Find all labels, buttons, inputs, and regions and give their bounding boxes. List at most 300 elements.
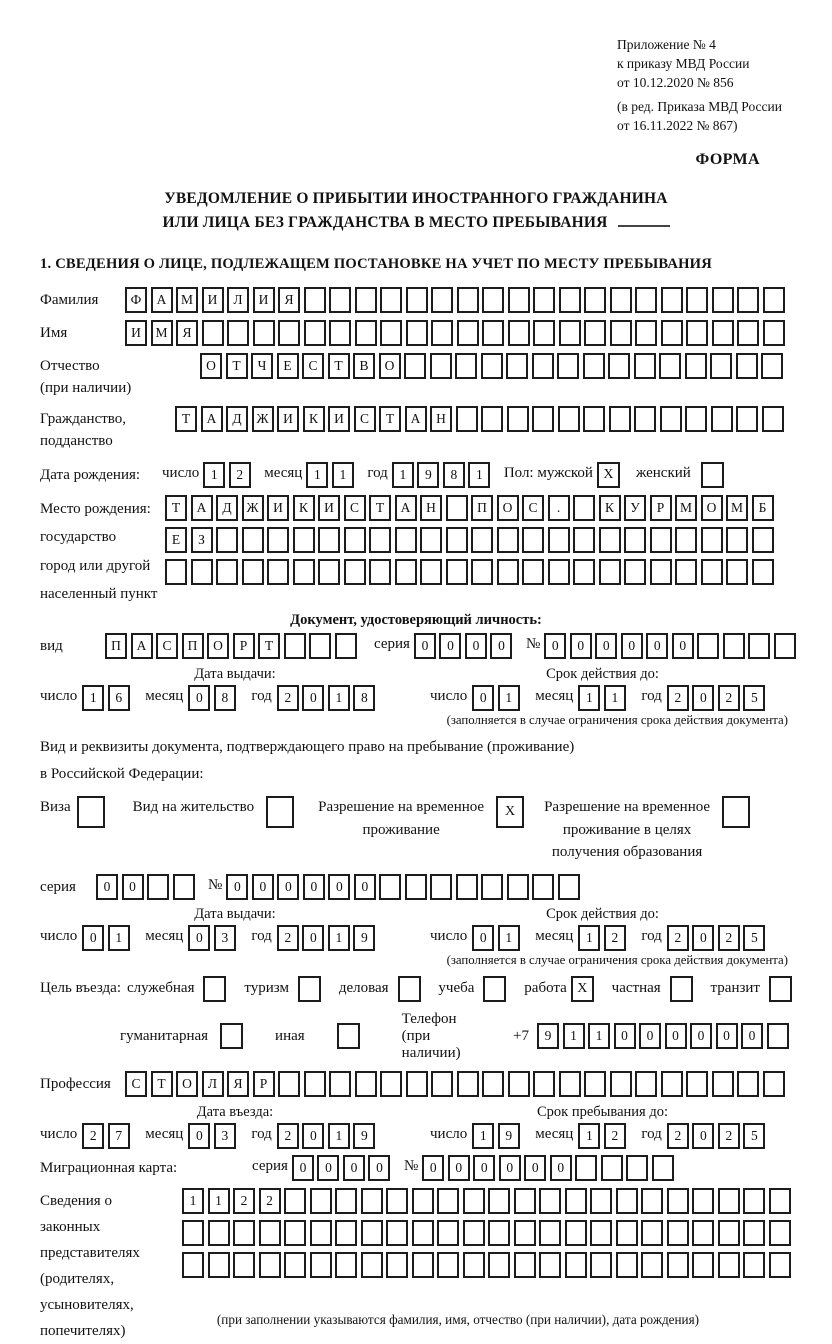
- char-cell[interactable]: 0: [252, 874, 274, 900]
- birth-month-input[interactable]: [306, 462, 357, 488]
- char-cell[interactable]: [482, 287, 504, 313]
- char-cell[interactable]: 0: [448, 1155, 470, 1181]
- char-cell[interactable]: [310, 1220, 332, 1246]
- residence-issue-month[interactable]: [188, 925, 239, 951]
- char-cell[interactable]: [763, 320, 785, 346]
- char-cell[interactable]: 0: [692, 925, 714, 951]
- char-cell[interactable]: [284, 1188, 306, 1214]
- char-cell[interactable]: [182, 1220, 204, 1246]
- char-cell[interactable]: [202, 320, 224, 346]
- char-cell[interactable]: [335, 1220, 357, 1246]
- entry-year[interactable]: [277, 1123, 379, 1149]
- char-cell[interactable]: [284, 633, 306, 659]
- char-cell[interactable]: [641, 1252, 663, 1278]
- migration-series-input[interactable]: [292, 1155, 394, 1181]
- char-cell[interactable]: [310, 1252, 332, 1278]
- char-cell[interactable]: [661, 1071, 683, 1097]
- char-cell[interactable]: [456, 406, 478, 432]
- char-cell[interactable]: 2: [718, 685, 740, 711]
- char-cell[interactable]: Л: [202, 1071, 224, 1097]
- char-cell[interactable]: 0: [499, 1155, 521, 1181]
- char-cell[interactable]: [508, 287, 530, 313]
- char-cell[interactable]: 0: [188, 925, 210, 951]
- char-cell[interactable]: 2: [667, 685, 689, 711]
- char-cell[interactable]: 2: [667, 925, 689, 951]
- char-cell[interactable]: [344, 559, 366, 585]
- migration-number-input[interactable]: [422, 1155, 677, 1181]
- char-cell[interactable]: 0: [343, 1155, 365, 1181]
- char-cell[interactable]: 0: [302, 685, 324, 711]
- char-cell[interactable]: 2: [82, 1123, 104, 1149]
- residence-number-input[interactable]: [226, 874, 583, 900]
- char-cell[interactable]: 0: [621, 633, 643, 659]
- char-cell[interactable]: [233, 1252, 255, 1278]
- char-cell[interactable]: 0: [665, 1023, 687, 1049]
- residence-expiry-year[interactable]: [667, 925, 769, 951]
- char-cell[interactable]: [278, 1071, 300, 1097]
- char-cell[interactable]: 0: [122, 874, 144, 900]
- char-cell[interactable]: 0: [302, 1123, 324, 1149]
- residence-issue-day[interactable]: [82, 925, 133, 951]
- char-cell[interactable]: 1: [208, 1188, 230, 1214]
- char-cell[interactable]: 0: [96, 874, 118, 900]
- char-cell[interactable]: [514, 1188, 536, 1214]
- char-cell[interactable]: [675, 527, 697, 553]
- char-cell[interactable]: [437, 1252, 459, 1278]
- char-cell[interactable]: [379, 874, 401, 900]
- char-cell[interactable]: [667, 1252, 689, 1278]
- char-cell[interactable]: 1: [498, 925, 520, 951]
- checkbox-purpose-study[interactable]: [483, 976, 506, 1002]
- char-cell[interactable]: 1: [578, 925, 600, 951]
- residence-series-input[interactable]: [96, 874, 198, 900]
- checkbox-male[interactable]: X: [597, 462, 620, 488]
- char-cell[interactable]: [737, 287, 759, 313]
- char-cell[interactable]: И: [328, 406, 350, 432]
- char-cell[interactable]: [616, 1252, 638, 1278]
- char-cell[interactable]: [584, 1071, 606, 1097]
- char-cell[interactable]: Я: [227, 1071, 249, 1097]
- char-cell[interactable]: 1: [203, 462, 225, 488]
- char-cell[interactable]: [686, 1071, 708, 1097]
- char-cell[interactable]: [355, 320, 377, 346]
- char-cell[interactable]: [386, 1252, 408, 1278]
- char-cell[interactable]: [763, 1071, 785, 1097]
- char-cell[interactable]: [590, 1188, 612, 1214]
- char-cell[interactable]: [446, 527, 468, 553]
- char-cell[interactable]: З: [191, 527, 213, 553]
- char-cell[interactable]: К: [599, 495, 621, 521]
- char-cell[interactable]: [573, 495, 595, 521]
- char-cell[interactable]: Р: [650, 495, 672, 521]
- checkbox-temp-permit-education[interactable]: [722, 796, 750, 828]
- char-cell[interactable]: [752, 527, 774, 553]
- checkbox-visa[interactable]: [77, 796, 105, 828]
- char-cell[interactable]: [431, 287, 453, 313]
- char-cell[interactable]: [216, 527, 238, 553]
- char-cell[interactable]: [774, 633, 796, 659]
- char-cell[interactable]: [769, 1220, 791, 1246]
- char-cell[interactable]: [481, 406, 503, 432]
- name-input[interactable]: [125, 320, 788, 346]
- char-cell[interactable]: [583, 353, 605, 379]
- char-cell[interactable]: 0: [550, 1155, 572, 1181]
- char-cell[interactable]: [559, 320, 581, 346]
- char-cell[interactable]: 0: [414, 633, 436, 659]
- char-cell[interactable]: [405, 874, 427, 900]
- char-cell[interactable]: 0: [292, 1155, 314, 1181]
- checkbox-purpose-tourism[interactable]: [298, 976, 321, 1002]
- char-cell[interactable]: 7: [108, 1123, 130, 1149]
- char-cell[interactable]: 0: [595, 633, 617, 659]
- char-cell[interactable]: Я: [176, 320, 198, 346]
- char-cell[interactable]: 1: [563, 1023, 585, 1049]
- char-cell[interactable]: [634, 353, 656, 379]
- char-cell[interactable]: [227, 320, 249, 346]
- char-cell[interactable]: [743, 1220, 765, 1246]
- identity-issue-day[interactable]: [82, 685, 133, 711]
- char-cell[interactable]: 1: [328, 925, 350, 951]
- char-cell[interactable]: [590, 1252, 612, 1278]
- char-cell[interactable]: [406, 287, 428, 313]
- char-cell[interactable]: [361, 1220, 383, 1246]
- char-cell[interactable]: 2: [604, 925, 626, 951]
- char-cell[interactable]: [506, 353, 528, 379]
- char-cell[interactable]: 3: [214, 925, 236, 951]
- char-cell[interactable]: [726, 559, 748, 585]
- char-cell[interactable]: 1: [182, 1188, 204, 1214]
- char-cell[interactable]: Н: [420, 495, 442, 521]
- char-cell[interactable]: 0: [524, 1155, 546, 1181]
- char-cell[interactable]: М: [176, 287, 198, 313]
- char-cell[interactable]: И: [318, 495, 340, 521]
- char-cell[interactable]: 1: [578, 1123, 600, 1149]
- char-cell[interactable]: [395, 527, 417, 553]
- char-cell[interactable]: [763, 287, 785, 313]
- char-cell[interactable]: Д: [226, 406, 248, 432]
- patronymic-input[interactable]: [200, 353, 787, 379]
- char-cell[interactable]: 2: [277, 1123, 299, 1149]
- char-cell[interactable]: [457, 320, 479, 346]
- char-cell[interactable]: [406, 320, 428, 346]
- char-cell[interactable]: [650, 559, 672, 585]
- char-cell[interactable]: [259, 1220, 281, 1246]
- char-cell[interactable]: 8: [353, 685, 375, 711]
- char-cell[interactable]: [659, 353, 681, 379]
- char-cell[interactable]: [344, 527, 366, 553]
- char-cell[interactable]: 0: [490, 633, 512, 659]
- char-cell[interactable]: [482, 320, 504, 346]
- char-cell[interactable]: 0: [277, 874, 299, 900]
- char-cell[interactable]: Ф: [125, 287, 147, 313]
- char-cell[interactable]: 2: [667, 1123, 689, 1149]
- char-cell[interactable]: [437, 1188, 459, 1214]
- char-cell[interactable]: 2: [277, 925, 299, 951]
- char-cell[interactable]: 0: [690, 1023, 712, 1049]
- char-cell[interactable]: Р: [253, 1071, 275, 1097]
- char-cell[interactable]: [685, 406, 707, 432]
- char-cell[interactable]: [471, 527, 493, 553]
- char-cell[interactable]: [386, 1220, 408, 1246]
- char-cell[interactable]: [522, 559, 544, 585]
- char-cell[interactable]: Т: [328, 353, 350, 379]
- char-cell[interactable]: 0: [439, 633, 461, 659]
- char-cell[interactable]: [233, 1220, 255, 1246]
- char-cell[interactable]: 0: [570, 633, 592, 659]
- identity-expiry-year[interactable]: [667, 685, 769, 711]
- char-cell[interactable]: [361, 1188, 383, 1214]
- char-cell[interactable]: [616, 1188, 638, 1214]
- char-cell[interactable]: [712, 1071, 734, 1097]
- char-cell[interactable]: [309, 633, 331, 659]
- char-cell[interactable]: [718, 1252, 740, 1278]
- char-cell[interactable]: 0: [472, 685, 494, 711]
- identity-expiry-month[interactable]: [578, 685, 629, 711]
- char-cell[interactable]: И: [267, 495, 289, 521]
- char-cell[interactable]: [557, 353, 579, 379]
- char-cell[interactable]: 0: [188, 1123, 210, 1149]
- char-cell[interactable]: [558, 874, 580, 900]
- char-cell[interactable]: [565, 1188, 587, 1214]
- char-cell[interactable]: К: [303, 406, 325, 432]
- char-cell[interactable]: 2: [229, 462, 251, 488]
- char-cell[interactable]: [565, 1252, 587, 1278]
- char-cell[interactable]: [737, 1071, 759, 1097]
- char-cell[interactable]: [471, 559, 493, 585]
- char-cell[interactable]: [599, 559, 621, 585]
- char-cell[interactable]: [259, 1252, 281, 1278]
- char-cell[interactable]: 0: [692, 1123, 714, 1149]
- char-cell[interactable]: [743, 1188, 765, 1214]
- char-cell[interactable]: М: [151, 320, 173, 346]
- char-cell[interactable]: [216, 559, 238, 585]
- char-cell[interactable]: [369, 559, 391, 585]
- char-cell[interactable]: [463, 1252, 485, 1278]
- char-cell[interactable]: 0: [302, 925, 324, 951]
- char-cell[interactable]: 2: [604, 1123, 626, 1149]
- char-cell[interactable]: 1: [108, 925, 130, 951]
- char-cell[interactable]: [395, 559, 417, 585]
- char-cell[interactable]: [457, 1071, 479, 1097]
- char-cell[interactable]: О: [701, 495, 723, 521]
- char-cell[interactable]: 1: [472, 1123, 494, 1149]
- char-cell[interactable]: [507, 406, 529, 432]
- char-cell[interactable]: О: [379, 353, 401, 379]
- char-cell[interactable]: [406, 1071, 428, 1097]
- char-cell[interactable]: 3: [214, 1123, 236, 1149]
- char-cell[interactable]: [293, 527, 315, 553]
- char-cell[interactable]: [430, 353, 452, 379]
- char-cell[interactable]: Т: [226, 353, 248, 379]
- char-cell[interactable]: С: [522, 495, 544, 521]
- char-cell[interactable]: [355, 287, 377, 313]
- char-cell[interactable]: [404, 353, 426, 379]
- stay-month[interactable]: [578, 1123, 629, 1149]
- char-cell[interactable]: А: [191, 495, 213, 521]
- char-cell[interactable]: [692, 1252, 714, 1278]
- birthplace-line1-input[interactable]: [165, 495, 777, 521]
- birth-year-input[interactable]: [392, 462, 494, 488]
- char-cell[interactable]: [507, 874, 529, 900]
- char-cell[interactable]: 1: [498, 685, 520, 711]
- char-cell[interactable]: [497, 527, 519, 553]
- char-cell[interactable]: А: [201, 406, 223, 432]
- char-cell[interactable]: М: [675, 495, 697, 521]
- char-cell[interactable]: [675, 559, 697, 585]
- char-cell[interactable]: [514, 1220, 536, 1246]
- char-cell[interactable]: [310, 1188, 332, 1214]
- char-cell[interactable]: [533, 1071, 555, 1097]
- char-cell[interactable]: 0: [473, 1155, 495, 1181]
- char-cell[interactable]: О: [497, 495, 519, 521]
- char-cell[interactable]: [661, 320, 683, 346]
- char-cell[interactable]: [208, 1252, 230, 1278]
- char-cell[interactable]: [624, 559, 646, 585]
- char-cell[interactable]: [488, 1220, 510, 1246]
- char-cell[interactable]: [584, 287, 606, 313]
- char-cell[interactable]: [182, 1252, 204, 1278]
- char-cell[interactable]: [573, 559, 595, 585]
- char-cell[interactable]: [380, 287, 402, 313]
- char-cell[interactable]: [514, 1252, 536, 1278]
- char-cell[interactable]: Д: [216, 495, 238, 521]
- char-cell[interactable]: [548, 559, 570, 585]
- char-cell[interactable]: 1: [578, 685, 600, 711]
- char-cell[interactable]: [701, 559, 723, 585]
- char-cell[interactable]: [710, 353, 732, 379]
- char-cell[interactable]: [692, 1220, 714, 1246]
- char-cell[interactable]: [431, 1071, 453, 1097]
- checkbox-purpose-official[interactable]: [203, 976, 226, 1002]
- char-cell[interactable]: [559, 287, 581, 313]
- char-cell[interactable]: В: [353, 353, 375, 379]
- entry-day[interactable]: [82, 1123, 133, 1149]
- char-cell[interactable]: [539, 1188, 561, 1214]
- char-cell[interactable]: [361, 1252, 383, 1278]
- char-cell[interactable]: 2: [718, 925, 740, 951]
- char-cell[interactable]: У: [624, 495, 646, 521]
- char-cell[interactable]: Т: [175, 406, 197, 432]
- char-cell[interactable]: [455, 353, 477, 379]
- char-cell[interactable]: [532, 406, 554, 432]
- char-cell[interactable]: Р: [233, 633, 255, 659]
- char-cell[interactable]: [635, 320, 657, 346]
- char-cell[interactable]: [278, 320, 300, 346]
- char-cell[interactable]: [318, 527, 340, 553]
- char-cell[interactable]: О: [200, 353, 222, 379]
- char-cell[interactable]: 1: [392, 462, 414, 488]
- char-cell[interactable]: [748, 633, 770, 659]
- char-cell[interactable]: .: [548, 495, 570, 521]
- char-cell[interactable]: [712, 287, 734, 313]
- char-cell[interactable]: [641, 1188, 663, 1214]
- char-cell[interactable]: [723, 633, 745, 659]
- char-cell[interactable]: [481, 353, 503, 379]
- char-cell[interactable]: 0: [188, 685, 210, 711]
- char-cell[interactable]: [386, 1188, 408, 1214]
- char-cell[interactable]: [369, 527, 391, 553]
- char-cell[interactable]: [335, 1188, 357, 1214]
- char-cell[interactable]: 6: [108, 685, 130, 711]
- char-cell[interactable]: Ж: [252, 406, 274, 432]
- char-cell[interactable]: И: [202, 287, 224, 313]
- checkbox-temp-permit[interactable]: X: [496, 796, 524, 828]
- char-cell[interactable]: [532, 874, 554, 900]
- char-cell[interactable]: [533, 320, 555, 346]
- char-cell[interactable]: [329, 287, 351, 313]
- char-cell[interactable]: 0: [226, 874, 248, 900]
- char-cell[interactable]: 9: [417, 462, 439, 488]
- char-cell[interactable]: [610, 287, 632, 313]
- char-cell[interactable]: [284, 1252, 306, 1278]
- char-cell[interactable]: [253, 320, 275, 346]
- char-cell[interactable]: 9: [353, 925, 375, 951]
- char-cell[interactable]: [661, 287, 683, 313]
- representatives-line2-input[interactable]: [182, 1220, 794, 1246]
- char-cell[interactable]: [686, 320, 708, 346]
- char-cell[interactable]: [380, 1071, 402, 1097]
- checkbox-purpose-private[interactable]: [670, 976, 693, 1002]
- char-cell[interactable]: [736, 353, 758, 379]
- citizenship-input[interactable]: [175, 406, 787, 432]
- char-cell[interactable]: Н: [430, 406, 452, 432]
- char-cell[interactable]: Л: [227, 287, 249, 313]
- char-cell[interactable]: [712, 320, 734, 346]
- char-cell[interactable]: 9: [353, 1123, 375, 1149]
- char-cell[interactable]: [635, 287, 657, 313]
- surname-input[interactable]: [125, 287, 788, 313]
- identity-kind-input[interactable]: [105, 633, 360, 659]
- char-cell[interactable]: [380, 320, 402, 346]
- char-cell[interactable]: [575, 1155, 597, 1181]
- birth-day-input[interactable]: [203, 462, 254, 488]
- char-cell[interactable]: 8: [214, 685, 236, 711]
- char-cell[interactable]: [616, 1220, 638, 1246]
- char-cell[interactable]: [601, 1155, 623, 1181]
- char-cell[interactable]: 1: [82, 685, 104, 711]
- char-cell[interactable]: 1: [332, 462, 354, 488]
- checkbox-purpose-humanitarian[interactable]: [220, 1023, 243, 1049]
- char-cell[interactable]: 9: [498, 1123, 520, 1149]
- char-cell[interactable]: [420, 527, 442, 553]
- char-cell[interactable]: 0: [472, 925, 494, 951]
- char-cell[interactable]: [488, 1188, 510, 1214]
- char-cell[interactable]: И: [125, 320, 147, 346]
- char-cell[interactable]: 0: [422, 1155, 444, 1181]
- char-cell[interactable]: [634, 406, 656, 432]
- char-cell[interactable]: 2: [718, 1123, 740, 1149]
- char-cell[interactable]: Е: [277, 353, 299, 379]
- char-cell[interactable]: [559, 1071, 581, 1097]
- phone-input[interactable]: [537, 1023, 792, 1049]
- char-cell[interactable]: [548, 527, 570, 553]
- identity-issue-month[interactable]: [188, 685, 239, 711]
- char-cell[interactable]: [769, 1252, 791, 1278]
- char-cell[interactable]: [769, 1188, 791, 1214]
- char-cell[interactable]: [446, 495, 468, 521]
- representatives-line3-input[interactable]: [182, 1252, 794, 1278]
- char-cell[interactable]: [293, 559, 315, 585]
- char-cell[interactable]: [463, 1188, 485, 1214]
- char-cell[interactable]: [767, 1023, 789, 1049]
- char-cell[interactable]: [508, 320, 530, 346]
- char-cell[interactable]: 5: [743, 925, 765, 951]
- char-cell[interactable]: [508, 1071, 530, 1097]
- residence-expiry-month[interactable]: [578, 925, 629, 951]
- char-cell[interactable]: 2: [233, 1188, 255, 1214]
- char-cell[interactable]: 0: [716, 1023, 738, 1049]
- char-cell[interactable]: С: [354, 406, 376, 432]
